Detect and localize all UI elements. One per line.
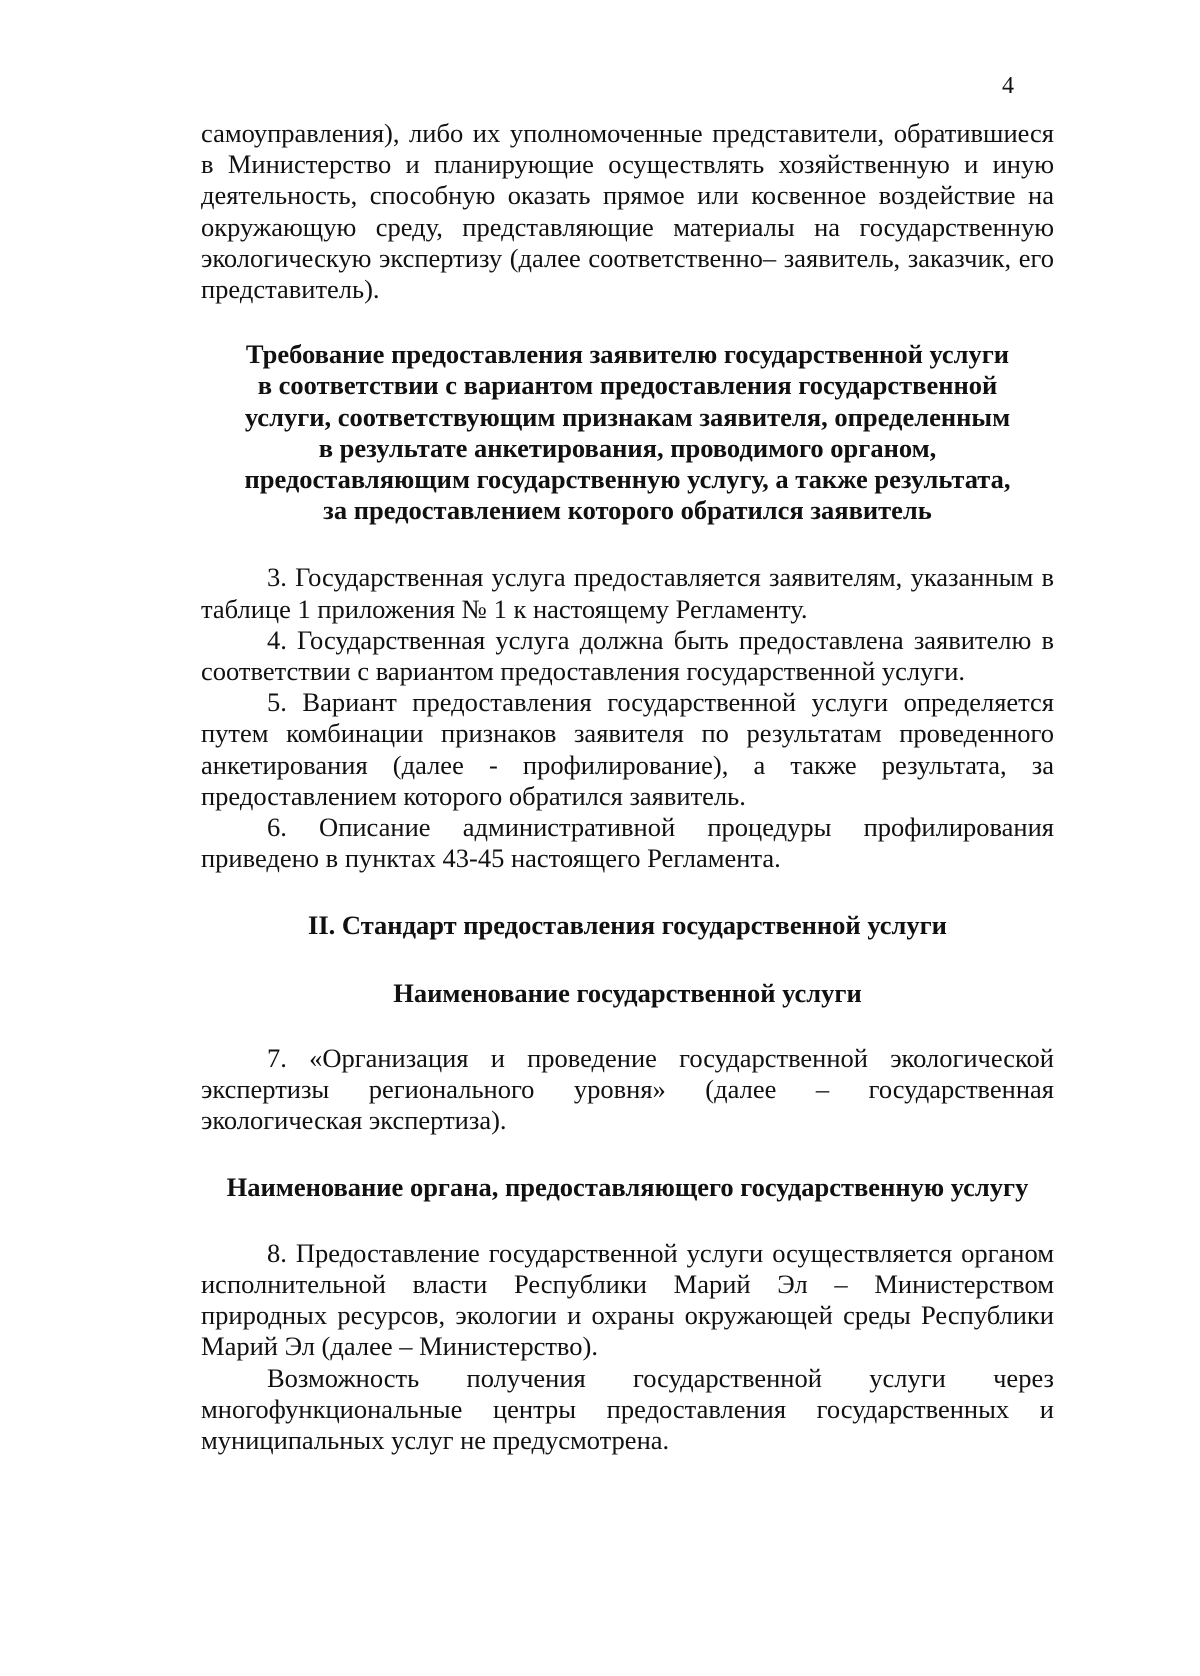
heading-line: в результате анкетирования, проводимого органом, bbox=[318, 432, 937, 463]
page-number: 4 bbox=[1002, 73, 1014, 99]
paragraph-6: 6. Описание административной процедуры профилирования приведено в пунктах 43-45 настоящего Регламента. bbox=[201, 812, 1054, 874]
paragraph-4: 4. Государственная услуга должна быть предоставлена заявителю в соответствии с вариантом предоставления государственной услуги. bbox=[201, 624, 1054, 687]
document-body bbox=[201, 118, 1054, 1456]
heading-line: услуги, соответствующим признакам заявителя, определенным bbox=[244, 401, 1011, 432]
heading-line: Требование предоставления заявителю государственной услуги bbox=[245, 339, 1010, 370]
heading-line: предоставляющим государственную услугу, а также результата, bbox=[244, 464, 1011, 495]
section-heading-standard: II. Стандарт предоставления государственной услуги bbox=[308, 910, 947, 941]
section-heading-authority-name: Наименование органа, предоставляющего государственную услугу bbox=[226, 1172, 1029, 1203]
heading-line: в соответствии с вариантом предоставления государственной bbox=[257, 370, 998, 401]
section-heading-service-name: Наименование государственной услуги bbox=[393, 977, 862, 1008]
paragraph-3: 3. Государственная услуга предоставляется заявителям, указанным в таблице 1 приложения № 1 к настоящему Регламенту. bbox=[201, 562, 1054, 624]
paragraph-5: 5. Вариант предоставления государственной услуги определяется путем комбинации признаков заявителя по результатам проведенного анкетирования (далее - профилирование), а также результата, за предоставлением которого обратился заявитель. bbox=[201, 687, 1054, 811]
paragraph-mfc: Возможность получения государственной услуги через многофункциональные центры предоставления государственных и муниципальных услуг не предусмотрена. bbox=[201, 1362, 1054, 1455]
intro-paragraph: самоуправления), либо их уполномоченные представители, обратившиеся в Министерство и планирующие осуществлять хозяйственную и иную деятельность, способную оказать прямое или косвенное воздействие на окружающую среду, представляющие материалы на государственную экологическую экспертизу (далее соответственно– заявитель, заказчик, его представитель). bbox=[201, 118, 1054, 305]
heading-line: за предоставлением которого обратился заявитель bbox=[323, 495, 932, 526]
section-heading-requirement bbox=[201, 339, 1054, 526]
paragraph-7: 7. «Организация и проведение государственной экологической экспертизы регионального уровня» (далее – государственная экологическая экспертиза). bbox=[201, 1042, 1054, 1136]
paragraph-8: 8. Предоставление государственной услуги осуществляется органом исполнительной власти Республики Марий Эл – Министерством природных ресурсов, экологии и охраны окружающей среды Республики Марий Эл (далее – Министерство). bbox=[201, 1237, 1054, 1362]
